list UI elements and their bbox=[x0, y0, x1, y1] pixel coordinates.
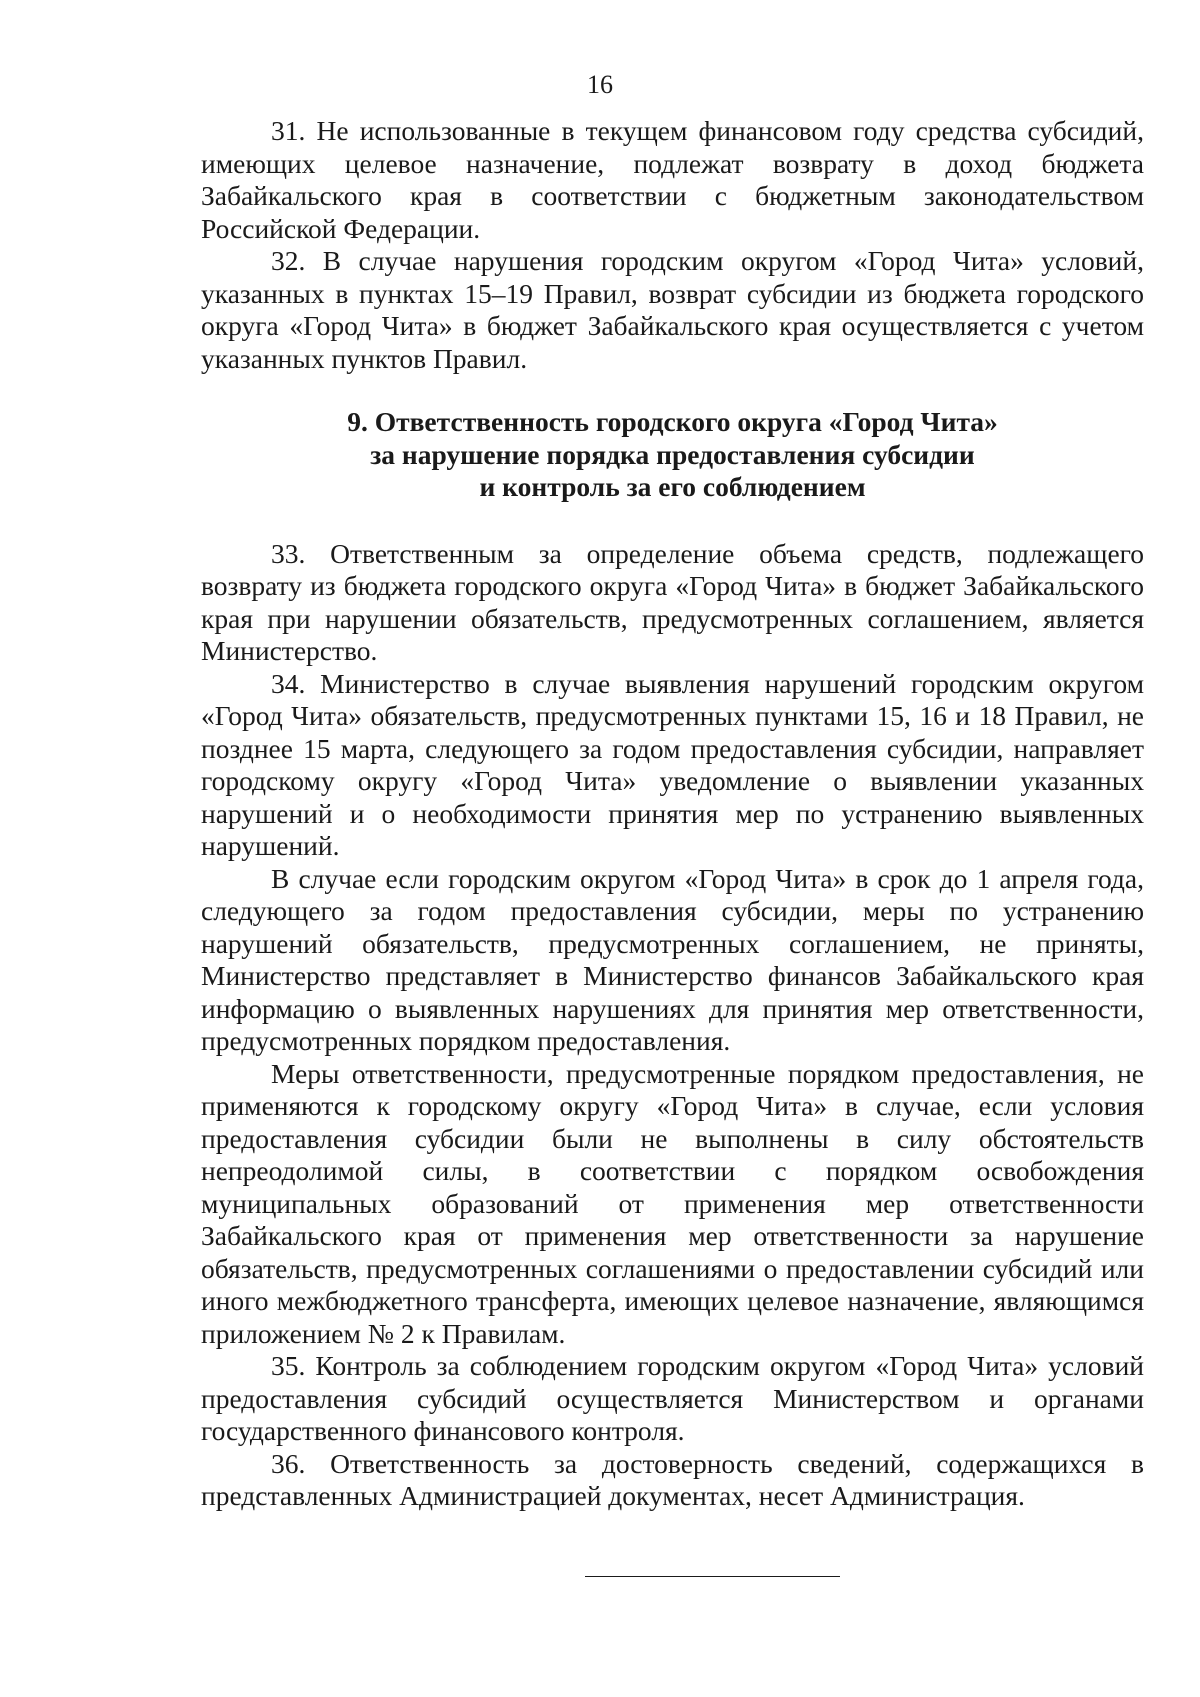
paragraph-34-continued-exemption: Меры ответственности, предусмотренные порядком предоставления, не применяются к городскому округу «Город Чита» в случае, если условия предоставления субсидии были не выполнены в силу обстоятельств непреодолимой силы, в соответствии с порядком освобождения муниципальных образований от применения мер ответственности Забайкальского края от применения мер ответственности за нарушение обязательств, предусмотренных соглашениями о предоставлении субсидий или иного межбюджетного трансферта, имеющих целевое назначение, являющимся приложением № 2 к Правилам. bbox=[201, 1057, 1144, 1349]
paragraph-34: 34. Министерство в случае выявления нарушений городским округом «Город Чита» обязательств, предусмотренных пунктами 15, 16 и 18 Правил, не позднее 15 марта, следующего за годом предоставления субсидии, направляет городскому округу «Город Чита» уведомление о выявлении указанных нарушений и о необходимости принятия мер по устранению выявленных нарушений. bbox=[201, 667, 1144, 861]
page-number: 16 bbox=[587, 70, 613, 99]
paragraph-34-continued-deadline: В случае если городским округом «Город Чита» в срок до 1 апреля года, следующего за годом предоставления субсидии, меры по устранению нарушений обязательств, предусмотренных соглашением, не приняты, Министерство представляет в Министерство финансов Забайкальского края информацию о выявленных нарушениях для принятия мер ответственности, предусмотренных порядком предоставления. bbox=[201, 862, 1144, 1056]
paragraph-36: 36. Ответственность за достоверность сведений, содержащихся в представленных Администрацией документах, несет Администрация. bbox=[201, 1447, 1144, 1511]
paragraph-33: 33. Ответственным за определение объема средств, подлежащего возврату из бюджета городского округа «Город Чита» в бюджет Забайкальского края при нарушении обязательств, предусмотренных соглашением, является Министерство. bbox=[201, 537, 1144, 666]
paragraph-31: 31. Не использованные в текущем финансовом году средства субсидий, имеющих целевое назначение, подлежат возврату в доход бюджета Забайкальского края в соответствии с бюджетным законодательством Российской Федерации. bbox=[201, 115, 1144, 244]
section-heading-line-3: и контроль за его соблюдением bbox=[479, 471, 866, 502]
paragraph-32: 32. В случае нарушения городским округом «Город Чита» условий, указанных в пунктах 15–19 Правил, возврат субсидии из бюджета городского округа «Город Чита» в бюджет Забайкальского края осуществляется с учетом указанных пунктов Правил. bbox=[201, 245, 1144, 374]
end-of-document-rule bbox=[585, 1576, 840, 1577]
section-heading-line-2: за нарушение порядка предоставления субсидии bbox=[370, 438, 975, 470]
document-body bbox=[201, 115, 1144, 1513]
section-heading bbox=[201, 406, 1144, 504]
section-heading-line-1: 9. Ответственность городского округа «Город Чита» bbox=[347, 406, 998, 437]
paragraph-35: 35. Контроль за соблюдением городским округом «Город Чита» условий предоставления субсидий осуществляется Министерством и органами государственного финансового контроля. bbox=[201, 1350, 1144, 1446]
